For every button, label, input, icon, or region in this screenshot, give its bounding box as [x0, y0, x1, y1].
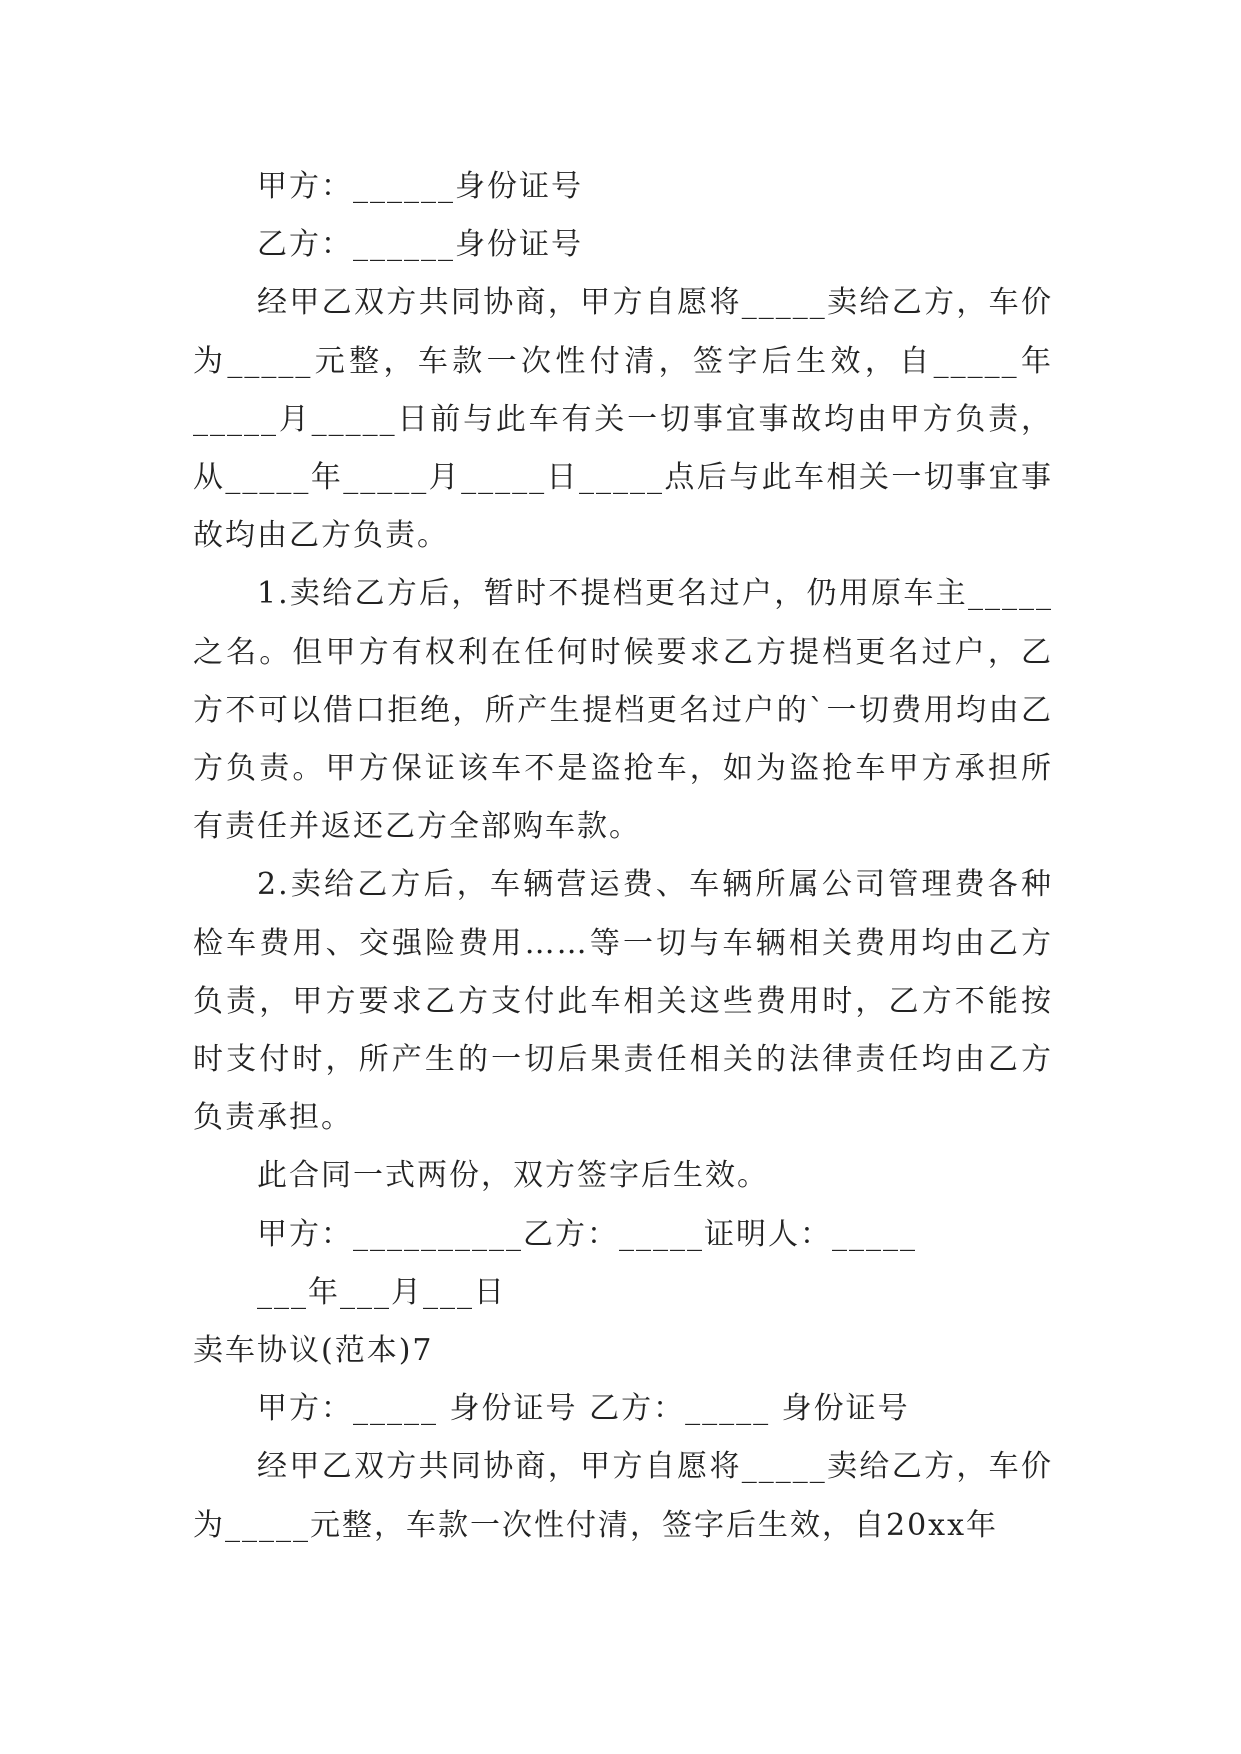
section-heading: 卖车协议(范本)7 [193, 1333, 434, 1369]
date-line: ___年___月___日 [257, 1274, 506, 1310]
clause-2: 2.卖给乙方后，车辆营运费、车辆所属公司管理费各种检车费用、交强险费用……等一切与车辆相关费用均由乙方负责，甲方要求乙方支付此车相关这些费用时，乙方不能按时支付时，所产生的一切后果责任相关的法律责任均由乙方负责承担。 [193, 867, 1053, 1136]
party-b-line: 乙方：______身份证号 [257, 227, 583, 263]
parties-line: 甲方：_____ 身份证号 乙方：_____ 身份证号 [257, 1391, 910, 1427]
party-a-line: 甲方：______身份证号 [257, 169, 583, 204]
signature-line: 甲方：__________乙方：_____证明人：_____ [257, 1216, 917, 1252]
document-body [193, 158, 1053, 1555]
clause-1: 1.卖给乙方后，暂时不提档更名过户，仍用原车主_____之名。但甲方有权利在任何时候要求乙方提档更名过户，乙方不可以借口拒绝，所产生提档更名过户的`一切费用均由乙方负责。甲方保证该车不是盗抢车，如为盗抢车甲方承担所有责任并返还乙方全部购车款。 [193, 576, 1053, 845]
agreement-paragraph: 经甲乙双方共同协商，甲方自愿将_____卖给乙方，车价为_____元整，车款一次性付清，签字后生效，自_____年_____月_____日前与此车有关一切事宜事故均由甲方负责，从_____年_____月_____日_____点后与此车相关一切事宜事故均由乙方负责。 [193, 285, 1053, 554]
agreement-paragraph-2: 经甲乙双方共同协商，甲方自愿将_____卖给乙方，车价为_____元整，车款一次性付清，签字后生效，自20xx年 [193, 1449, 1053, 1543]
copies-statement: 此合同一式两份，双方签字后生效。 [257, 1158, 769, 1194]
